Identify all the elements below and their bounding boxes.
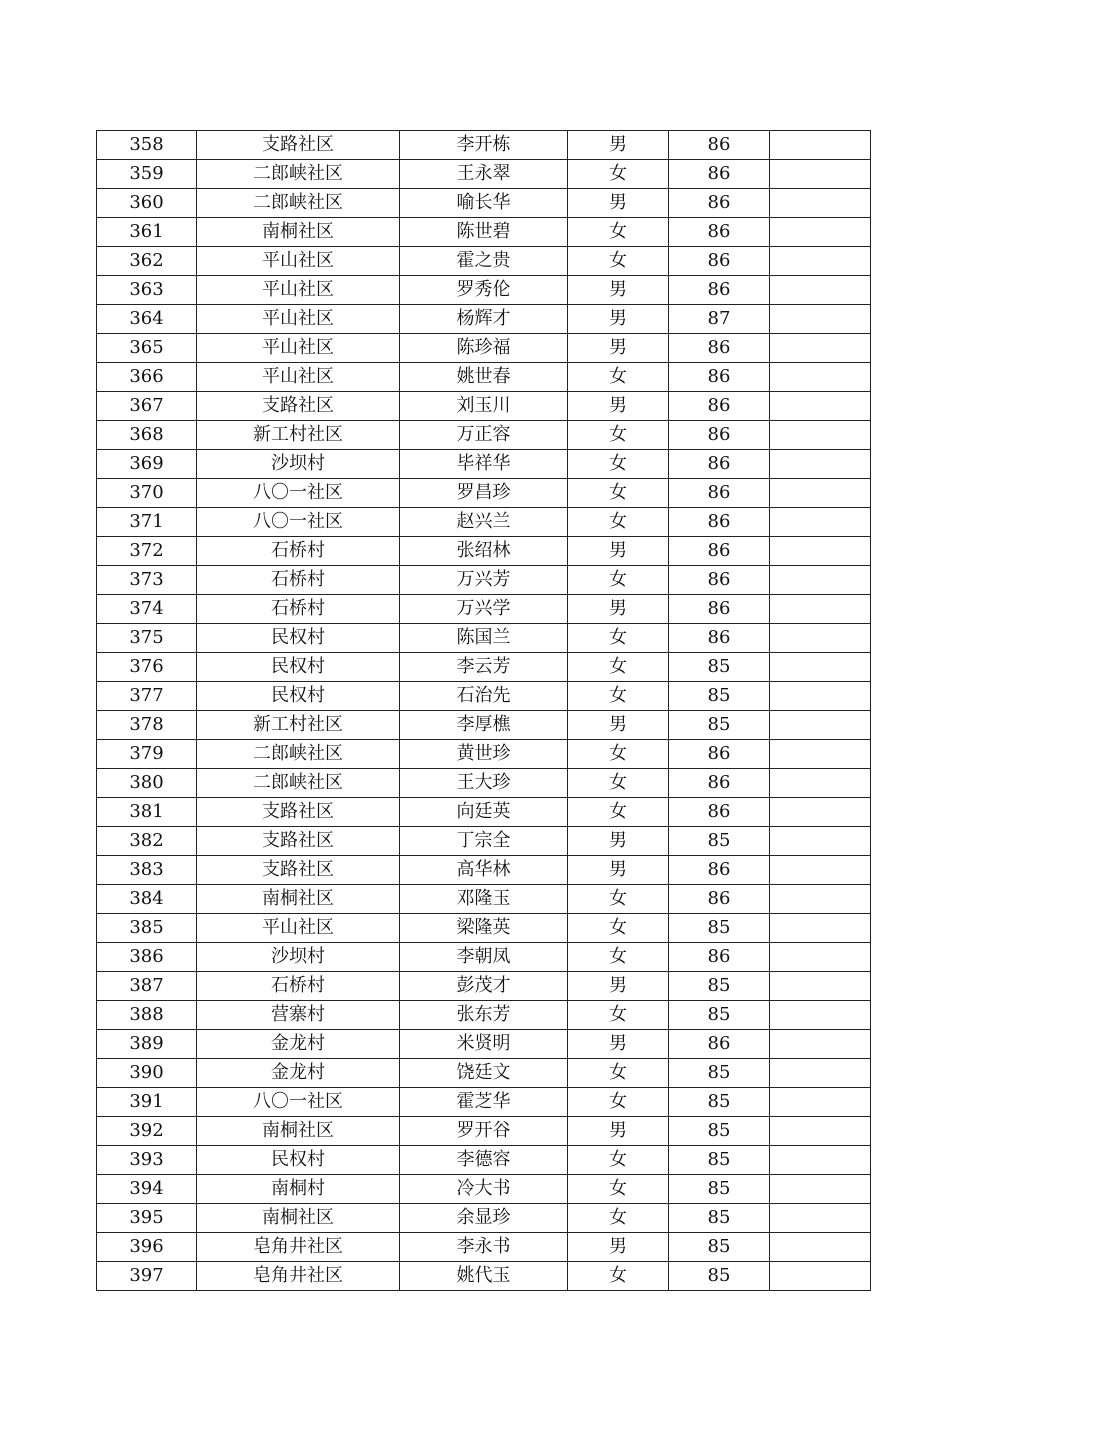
age-cell: 86 xyxy=(669,1030,770,1059)
name-cell: 张绍林 xyxy=(400,537,568,566)
community-cell: 八〇一社区 xyxy=(197,1088,400,1117)
row-number-cell: 366 xyxy=(97,363,197,392)
note-cell xyxy=(770,450,871,479)
sex-cell: 男 xyxy=(568,276,669,305)
row-number-cell: 392 xyxy=(97,1117,197,1146)
sex-cell: 女 xyxy=(568,769,669,798)
row-number-cell: 388 xyxy=(97,1001,197,1030)
name-cell: 姚世春 xyxy=(400,363,568,392)
community-cell: 金龙村 xyxy=(197,1059,400,1088)
community-cell: 皂角井社区 xyxy=(197,1262,400,1291)
note-cell xyxy=(770,537,871,566)
row-number-cell: 384 xyxy=(97,885,197,914)
sex-cell: 男 xyxy=(568,856,669,885)
note-cell xyxy=(770,218,871,247)
name-cell: 梁隆英 xyxy=(400,914,568,943)
sex-cell: 女 xyxy=(568,508,669,537)
row-number-cell: 360 xyxy=(97,189,197,218)
age-cell: 86 xyxy=(669,508,770,537)
note-cell xyxy=(770,624,871,653)
note-cell xyxy=(770,885,871,914)
age-cell: 86 xyxy=(669,885,770,914)
age-cell: 86 xyxy=(669,856,770,885)
community-cell: 南桐社区 xyxy=(197,218,400,247)
row-number-cell: 376 xyxy=(97,653,197,682)
community-cell: 支路社区 xyxy=(197,798,400,827)
name-cell: 李开栋 xyxy=(400,131,568,160)
table-row xyxy=(97,595,871,624)
row-number-cell: 375 xyxy=(97,624,197,653)
note-cell xyxy=(770,1175,871,1204)
note-cell xyxy=(770,392,871,421)
sex-cell: 男 xyxy=(568,1233,669,1262)
age-cell: 86 xyxy=(669,450,770,479)
row-number-cell: 395 xyxy=(97,1204,197,1233)
name-cell: 饶廷文 xyxy=(400,1059,568,1088)
sex-cell: 男 xyxy=(568,334,669,363)
note-cell xyxy=(770,798,871,827)
community-cell: 支路社区 xyxy=(197,392,400,421)
name-cell: 刘玉川 xyxy=(400,392,568,421)
community-cell: 民权村 xyxy=(197,1146,400,1175)
sex-cell: 男 xyxy=(568,392,669,421)
age-cell: 85 xyxy=(669,1233,770,1262)
note-cell xyxy=(770,769,871,798)
row-number-cell: 380 xyxy=(97,769,197,798)
sex-cell: 男 xyxy=(568,972,669,1001)
age-cell: 86 xyxy=(669,595,770,624)
community-cell: 民权村 xyxy=(197,682,400,711)
name-cell: 彭茂才 xyxy=(400,972,568,1001)
table-row xyxy=(97,1001,871,1030)
community-cell: 石桥村 xyxy=(197,972,400,1001)
age-cell: 85 xyxy=(669,1204,770,1233)
note-cell xyxy=(770,131,871,160)
sex-cell: 女 xyxy=(568,740,669,769)
community-cell: 金龙村 xyxy=(197,1030,400,1059)
sex-cell: 男 xyxy=(568,305,669,334)
age-cell: 86 xyxy=(669,943,770,972)
note-cell xyxy=(770,160,871,189)
age-cell: 86 xyxy=(669,160,770,189)
table-row xyxy=(97,305,871,334)
name-cell: 陈国兰 xyxy=(400,624,568,653)
row-number-cell: 386 xyxy=(97,943,197,972)
table-row xyxy=(97,334,871,363)
table-row xyxy=(97,740,871,769)
row-number-cell: 385 xyxy=(97,914,197,943)
community-cell: 平山社区 xyxy=(197,363,400,392)
row-number-cell: 383 xyxy=(97,856,197,885)
table-row xyxy=(97,856,871,885)
community-cell: 南桐社区 xyxy=(197,1204,400,1233)
community-cell: 民权村 xyxy=(197,653,400,682)
community-cell: 营寨村 xyxy=(197,1001,400,1030)
name-cell: 万兴学 xyxy=(400,595,568,624)
row-number-cell: 372 xyxy=(97,537,197,566)
name-cell: 丁宗全 xyxy=(400,827,568,856)
name-cell: 王大珍 xyxy=(400,769,568,798)
table-row xyxy=(97,566,871,595)
name-cell: 杨辉才 xyxy=(400,305,568,334)
note-cell xyxy=(770,653,871,682)
row-number-cell: 377 xyxy=(97,682,197,711)
age-cell: 85 xyxy=(669,1262,770,1291)
name-cell: 李厚樵 xyxy=(400,711,568,740)
table-row xyxy=(97,537,871,566)
name-cell: 李永书 xyxy=(400,1233,568,1262)
community-cell: 石桥村 xyxy=(197,595,400,624)
table-row xyxy=(97,189,871,218)
community-cell: 南桐村 xyxy=(197,1175,400,1204)
note-cell xyxy=(770,479,871,508)
age-cell: 85 xyxy=(669,1059,770,1088)
community-cell: 民权村 xyxy=(197,624,400,653)
community-cell: 支路社区 xyxy=(197,827,400,856)
row-number-cell: 382 xyxy=(97,827,197,856)
community-cell: 南桐社区 xyxy=(197,885,400,914)
table-row xyxy=(97,769,871,798)
table-row xyxy=(97,1233,871,1262)
note-cell xyxy=(770,1117,871,1146)
note-cell xyxy=(770,508,871,537)
table-row xyxy=(97,653,871,682)
table-row xyxy=(97,1204,871,1233)
row-number-cell: 374 xyxy=(97,595,197,624)
sex-cell: 女 xyxy=(568,624,669,653)
age-cell: 86 xyxy=(669,247,770,276)
age-cell: 85 xyxy=(669,1088,770,1117)
table-row xyxy=(97,479,871,508)
community-cell: 二郎峡社区 xyxy=(197,189,400,218)
row-number-cell: 363 xyxy=(97,276,197,305)
table-row xyxy=(97,160,871,189)
sex-cell: 男 xyxy=(568,189,669,218)
row-number-cell: 362 xyxy=(97,247,197,276)
name-cell: 李德容 xyxy=(400,1146,568,1175)
sex-cell: 女 xyxy=(568,943,669,972)
community-cell: 二郎峡社区 xyxy=(197,769,400,798)
row-number-cell: 365 xyxy=(97,334,197,363)
row-number-cell: 361 xyxy=(97,218,197,247)
note-cell xyxy=(770,334,871,363)
name-cell: 李朝凤 xyxy=(400,943,568,972)
name-cell: 王永翠 xyxy=(400,160,568,189)
sex-cell: 女 xyxy=(568,1059,669,1088)
name-cell: 李云芳 xyxy=(400,653,568,682)
table-row xyxy=(97,1030,871,1059)
community-cell: 平山社区 xyxy=(197,247,400,276)
note-cell xyxy=(770,1204,871,1233)
sex-cell: 女 xyxy=(568,1088,669,1117)
sex-cell: 男 xyxy=(568,827,669,856)
row-number-cell: 394 xyxy=(97,1175,197,1204)
community-cell: 平山社区 xyxy=(197,276,400,305)
note-cell xyxy=(770,1001,871,1030)
age-cell: 85 xyxy=(669,682,770,711)
age-cell: 86 xyxy=(669,276,770,305)
table-row xyxy=(97,1175,871,1204)
age-cell: 85 xyxy=(669,653,770,682)
name-cell: 张东芳 xyxy=(400,1001,568,1030)
community-cell: 新工村社区 xyxy=(197,421,400,450)
table-row xyxy=(97,885,871,914)
row-number-cell: 393 xyxy=(97,1146,197,1175)
note-cell xyxy=(770,711,871,740)
sex-cell: 女 xyxy=(568,160,669,189)
sex-cell: 女 xyxy=(568,450,669,479)
table-row xyxy=(97,276,871,305)
community-cell: 南桐社区 xyxy=(197,1117,400,1146)
sex-cell: 男 xyxy=(568,1030,669,1059)
age-cell: 86 xyxy=(669,479,770,508)
note-cell xyxy=(770,972,871,1001)
name-cell: 赵兴兰 xyxy=(400,508,568,537)
age-cell: 85 xyxy=(669,1175,770,1204)
name-cell: 姚代玉 xyxy=(400,1262,568,1291)
community-cell: 二郎峡社区 xyxy=(197,740,400,769)
sex-cell: 女 xyxy=(568,566,669,595)
community-cell: 八〇一社区 xyxy=(197,508,400,537)
table-row xyxy=(97,392,871,421)
community-cell: 石桥村 xyxy=(197,566,400,595)
note-cell xyxy=(770,1059,871,1088)
note-cell xyxy=(770,363,871,392)
age-cell: 85 xyxy=(669,914,770,943)
note-cell xyxy=(770,1262,871,1291)
age-cell: 85 xyxy=(669,711,770,740)
community-cell: 平山社区 xyxy=(197,914,400,943)
sex-cell: 男 xyxy=(568,1117,669,1146)
age-cell: 86 xyxy=(669,624,770,653)
age-cell: 86 xyxy=(669,334,770,363)
age-cell: 86 xyxy=(669,131,770,160)
community-cell: 新工村社区 xyxy=(197,711,400,740)
community-cell: 石桥村 xyxy=(197,537,400,566)
table-row xyxy=(97,508,871,537)
name-cell: 米贤明 xyxy=(400,1030,568,1059)
note-cell xyxy=(770,189,871,218)
note-cell xyxy=(770,276,871,305)
community-cell: 支路社区 xyxy=(197,131,400,160)
name-cell: 罗开谷 xyxy=(400,1117,568,1146)
sex-cell: 女 xyxy=(568,218,669,247)
age-cell: 86 xyxy=(669,189,770,218)
note-cell xyxy=(770,1146,871,1175)
community-cell: 二郎峡社区 xyxy=(197,160,400,189)
roster-table-body xyxy=(97,131,871,1291)
sex-cell: 女 xyxy=(568,363,669,392)
sex-cell: 女 xyxy=(568,885,669,914)
row-number-cell: 378 xyxy=(97,711,197,740)
table-row xyxy=(97,1088,871,1117)
note-cell xyxy=(770,682,871,711)
row-number-cell: 373 xyxy=(97,566,197,595)
table-row xyxy=(97,914,871,943)
row-number-cell: 364 xyxy=(97,305,197,334)
row-number-cell: 379 xyxy=(97,740,197,769)
table-row xyxy=(97,1059,871,1088)
age-cell: 86 xyxy=(669,363,770,392)
sex-cell: 女 xyxy=(568,1204,669,1233)
community-cell: 皂角井社区 xyxy=(197,1233,400,1262)
table-row xyxy=(97,247,871,276)
row-number-cell: 359 xyxy=(97,160,197,189)
community-cell: 平山社区 xyxy=(197,305,400,334)
note-cell xyxy=(770,740,871,769)
sex-cell: 女 xyxy=(568,914,669,943)
age-cell: 86 xyxy=(669,769,770,798)
row-number-cell: 387 xyxy=(97,972,197,1001)
row-number-cell: 391 xyxy=(97,1088,197,1117)
sex-cell: 女 xyxy=(568,1001,669,1030)
age-cell: 86 xyxy=(669,566,770,595)
age-cell: 85 xyxy=(669,1117,770,1146)
table-row xyxy=(97,827,871,856)
name-cell: 余显珍 xyxy=(400,1204,568,1233)
age-cell: 85 xyxy=(669,972,770,1001)
table-row xyxy=(97,682,871,711)
sex-cell: 女 xyxy=(568,1146,669,1175)
table-row xyxy=(97,450,871,479)
row-number-cell: 396 xyxy=(97,1233,197,1262)
note-cell xyxy=(770,827,871,856)
sex-cell: 男 xyxy=(568,595,669,624)
sex-cell: 女 xyxy=(568,653,669,682)
row-number-cell: 368 xyxy=(97,421,197,450)
age-cell: 86 xyxy=(669,740,770,769)
name-cell: 邓隆玉 xyxy=(400,885,568,914)
row-number-cell: 371 xyxy=(97,508,197,537)
sex-cell: 男 xyxy=(568,711,669,740)
table-row xyxy=(97,943,871,972)
table-row xyxy=(97,711,871,740)
sex-cell: 女 xyxy=(568,798,669,827)
sex-cell: 女 xyxy=(568,682,669,711)
name-cell: 万兴芳 xyxy=(400,566,568,595)
name-cell: 霍芝华 xyxy=(400,1088,568,1117)
row-number-cell: 390 xyxy=(97,1059,197,1088)
row-number-cell: 381 xyxy=(97,798,197,827)
note-cell xyxy=(770,943,871,972)
sex-cell: 女 xyxy=(568,479,669,508)
name-cell: 黄世珍 xyxy=(400,740,568,769)
age-cell: 85 xyxy=(669,827,770,856)
table-row xyxy=(97,1117,871,1146)
age-cell: 85 xyxy=(669,1001,770,1030)
age-cell: 87 xyxy=(669,305,770,334)
note-cell xyxy=(770,421,871,450)
note-cell xyxy=(770,856,871,885)
note-cell xyxy=(770,247,871,276)
age-cell: 86 xyxy=(669,537,770,566)
row-number-cell: 389 xyxy=(97,1030,197,1059)
table-row xyxy=(97,1146,871,1175)
row-number-cell: 358 xyxy=(97,131,197,160)
name-cell: 冷大书 xyxy=(400,1175,568,1204)
note-cell xyxy=(770,305,871,334)
age-cell: 85 xyxy=(669,1146,770,1175)
name-cell: 陈世碧 xyxy=(400,218,568,247)
name-cell: 石治先 xyxy=(400,682,568,711)
table-row xyxy=(97,421,871,450)
name-cell: 高华林 xyxy=(400,856,568,885)
community-cell: 八〇一社区 xyxy=(197,479,400,508)
table-row xyxy=(97,131,871,160)
table-row xyxy=(97,972,871,1001)
row-number-cell: 367 xyxy=(97,392,197,421)
age-cell: 86 xyxy=(669,392,770,421)
age-cell: 86 xyxy=(669,218,770,247)
community-cell: 沙坝村 xyxy=(197,450,400,479)
row-number-cell: 397 xyxy=(97,1262,197,1291)
community-cell: 支路社区 xyxy=(197,856,400,885)
sex-cell: 女 xyxy=(568,1262,669,1291)
note-cell xyxy=(770,595,871,624)
sex-cell: 女 xyxy=(568,421,669,450)
name-cell: 万正容 xyxy=(400,421,568,450)
note-cell xyxy=(770,914,871,943)
row-number-cell: 370 xyxy=(97,479,197,508)
community-cell: 平山社区 xyxy=(197,334,400,363)
note-cell xyxy=(770,1030,871,1059)
name-cell: 罗秀伦 xyxy=(400,276,568,305)
sex-cell: 女 xyxy=(568,247,669,276)
note-cell xyxy=(770,1233,871,1262)
age-cell: 86 xyxy=(669,798,770,827)
roster-table xyxy=(96,130,871,1291)
name-cell: 向廷英 xyxy=(400,798,568,827)
sex-cell: 男 xyxy=(568,131,669,160)
row-number-cell: 369 xyxy=(97,450,197,479)
table-row xyxy=(97,798,871,827)
name-cell: 霍之贵 xyxy=(400,247,568,276)
sex-cell: 男 xyxy=(568,537,669,566)
sex-cell: 女 xyxy=(568,1175,669,1204)
table-row xyxy=(97,218,871,247)
age-cell: 86 xyxy=(669,421,770,450)
table-row xyxy=(97,1262,871,1291)
note-cell xyxy=(770,566,871,595)
table-row xyxy=(97,363,871,392)
name-cell: 罗昌珍 xyxy=(400,479,568,508)
community-cell: 沙坝村 xyxy=(197,943,400,972)
table-row xyxy=(97,624,871,653)
name-cell: 喻长华 xyxy=(400,189,568,218)
note-cell xyxy=(770,1088,871,1117)
name-cell: 陈珍福 xyxy=(400,334,568,363)
name-cell: 毕祥华 xyxy=(400,450,568,479)
